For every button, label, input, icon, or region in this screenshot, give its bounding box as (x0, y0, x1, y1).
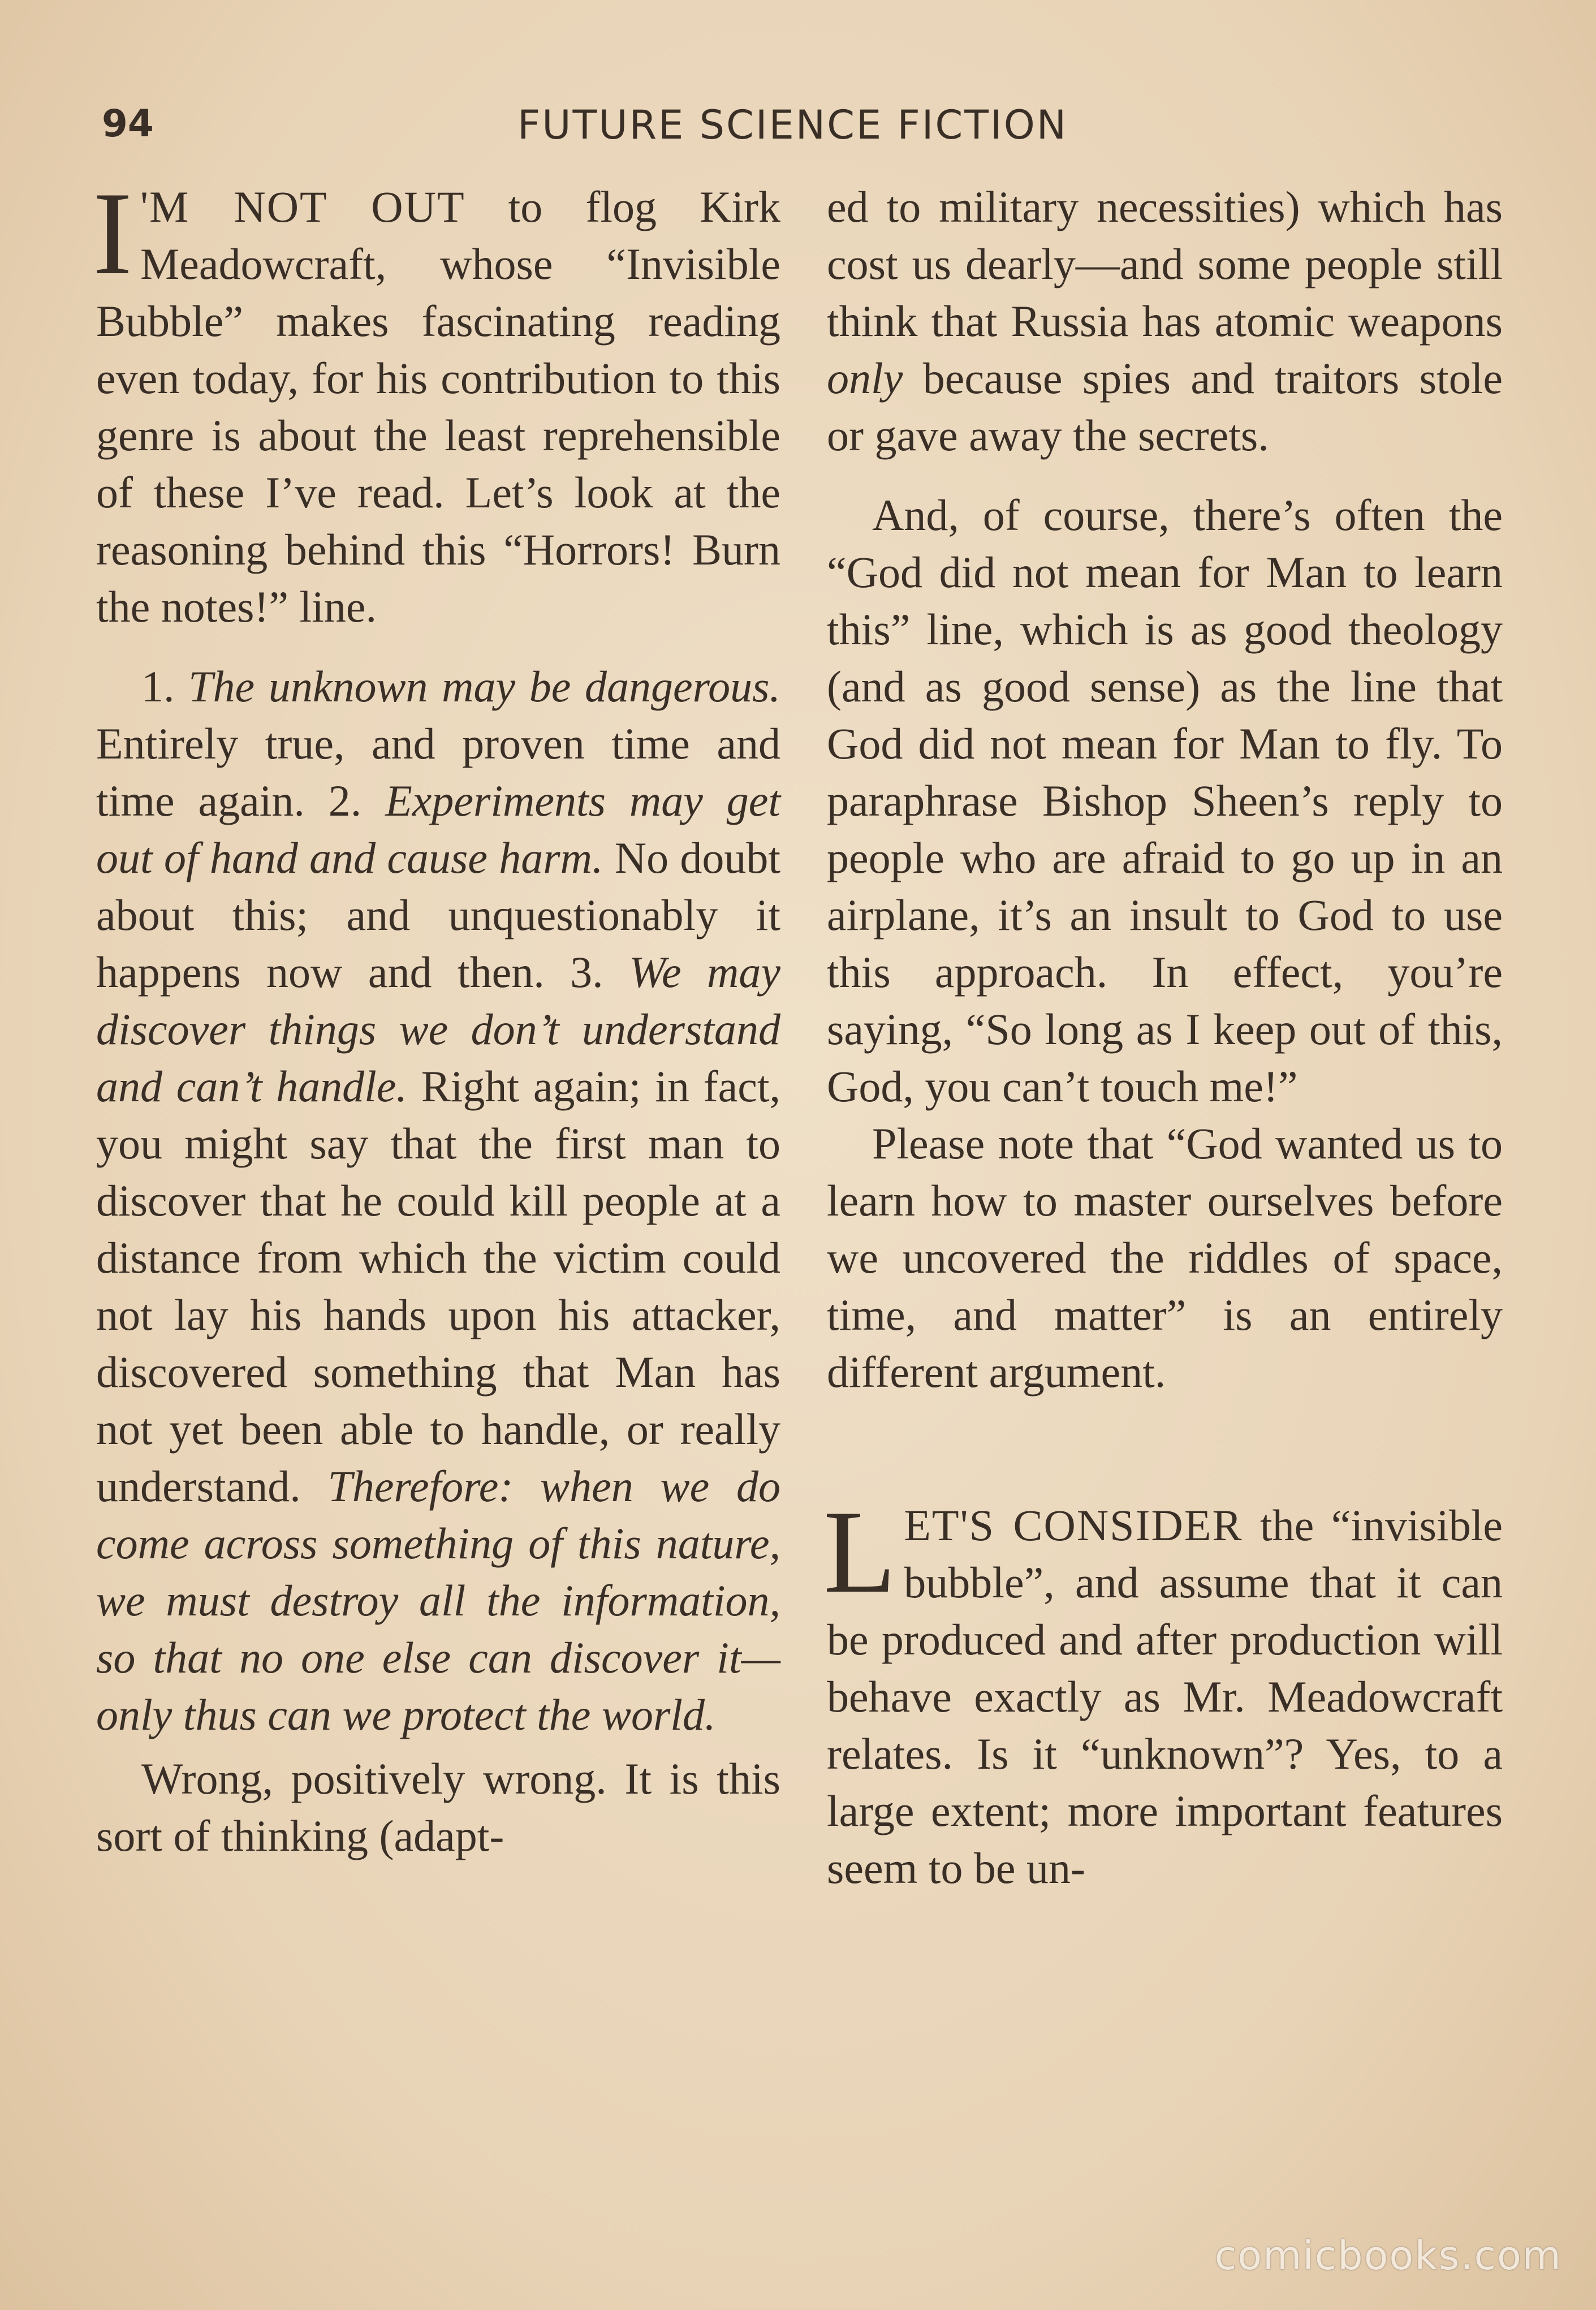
running-title: FUTURE SCIENCE FICTION (517, 102, 1068, 148)
paragraph-text: Entirely true, and proven time and time again. 2. (96, 719, 780, 825)
paragraph-intro (93, 168, 780, 635)
paragraph-text: ed to military necessities) which has cost us dearly—and some people still think that Russia has atomic weapons (827, 182, 1503, 346)
drop-cap-l: L (823, 1486, 896, 1618)
paragraph-note: Please note that “God wanted us to learn how to master ourselves before we uncovered the riddles of space, time, and matter” is an entirely different argument. (827, 1119, 1503, 1397)
paragraph-continued (827, 178, 1503, 464)
drop-cap-i: I (93, 168, 132, 299)
page-number: 94 (102, 102, 154, 145)
paragraph-text: No doubt about this; and unquestionably it happens now and then. 3. (96, 833, 781, 997)
paragraph-text: to flog Kirk Meadowcraft, whose “Invisible Bubble” makes fascinating reading even today, for his contribution to this genre is about the least reprehensible of these I’ve read. Let’s look at the reasoning behind this “Horrors! Burn the notes!” line. (96, 182, 780, 631)
left-column (93, 168, 781, 2192)
italic-point: The unknown may be dangerous. (188, 662, 780, 711)
paragraph-text: because spies and traitors stole or gave away the secrets. (827, 354, 1503, 460)
italic-word: only (827, 354, 903, 403)
paragraph-text: Right again; in fact, you might say that the first man to discover that he could kill people at a distance from which the victim could not lay his hands upon his attacker, discovered something that Man has not yet been able to handle, or really understand. (96, 1062, 780, 1511)
page-header (102, 96, 1510, 158)
watermark-logo: comicbooks.com (1214, 2233, 1562, 2279)
lead-in: 'M NOT OUT (140, 182, 465, 231)
paragraph-text: the “invisible bubble”, and assume that it can be produced and after production will behave exactly as Mr. Meadowcraft relates. Is it “unknown”? Yes, to a large extent; more important features seem to be un- (827, 1501, 1503, 1893)
paragraph-god: And, of course, there’s often the “God did not mean for Man to learn this” line, which is as good theology (and as good sense) as the line that God did not mean for Man to fly. To paraphrase Bishop Sheen’s reply to people who are afraid to go up in an airplane, it’s an insult to God to use this approach. In effect, you’re saying, “So long as I keep out of this, God, you can’t touch me!” (827, 490, 1503, 1111)
paragraph-section-two (823, 1486, 1503, 1897)
italic-conclusion: Therefore: when we do come across something of this nature, we must destroy all the information, so that no one else can discover it—only thus can we protect the world. (96, 1462, 780, 1739)
italic-point: We may discover things we don’t understand and can’t handle. (96, 947, 780, 1111)
paragraph-wrong: Wrong, positively wrong. It is this sort of thinking (adapt- (96, 1754, 780, 1860)
paragraph-list (96, 658, 780, 1743)
italic-point: Experiments may get out of hand and cause harm. (96, 776, 780, 882)
lead-in: ET'S CONSIDER (904, 1501, 1243, 1550)
list-number: 1. (141, 662, 189, 711)
right-column (823, 178, 1503, 2192)
